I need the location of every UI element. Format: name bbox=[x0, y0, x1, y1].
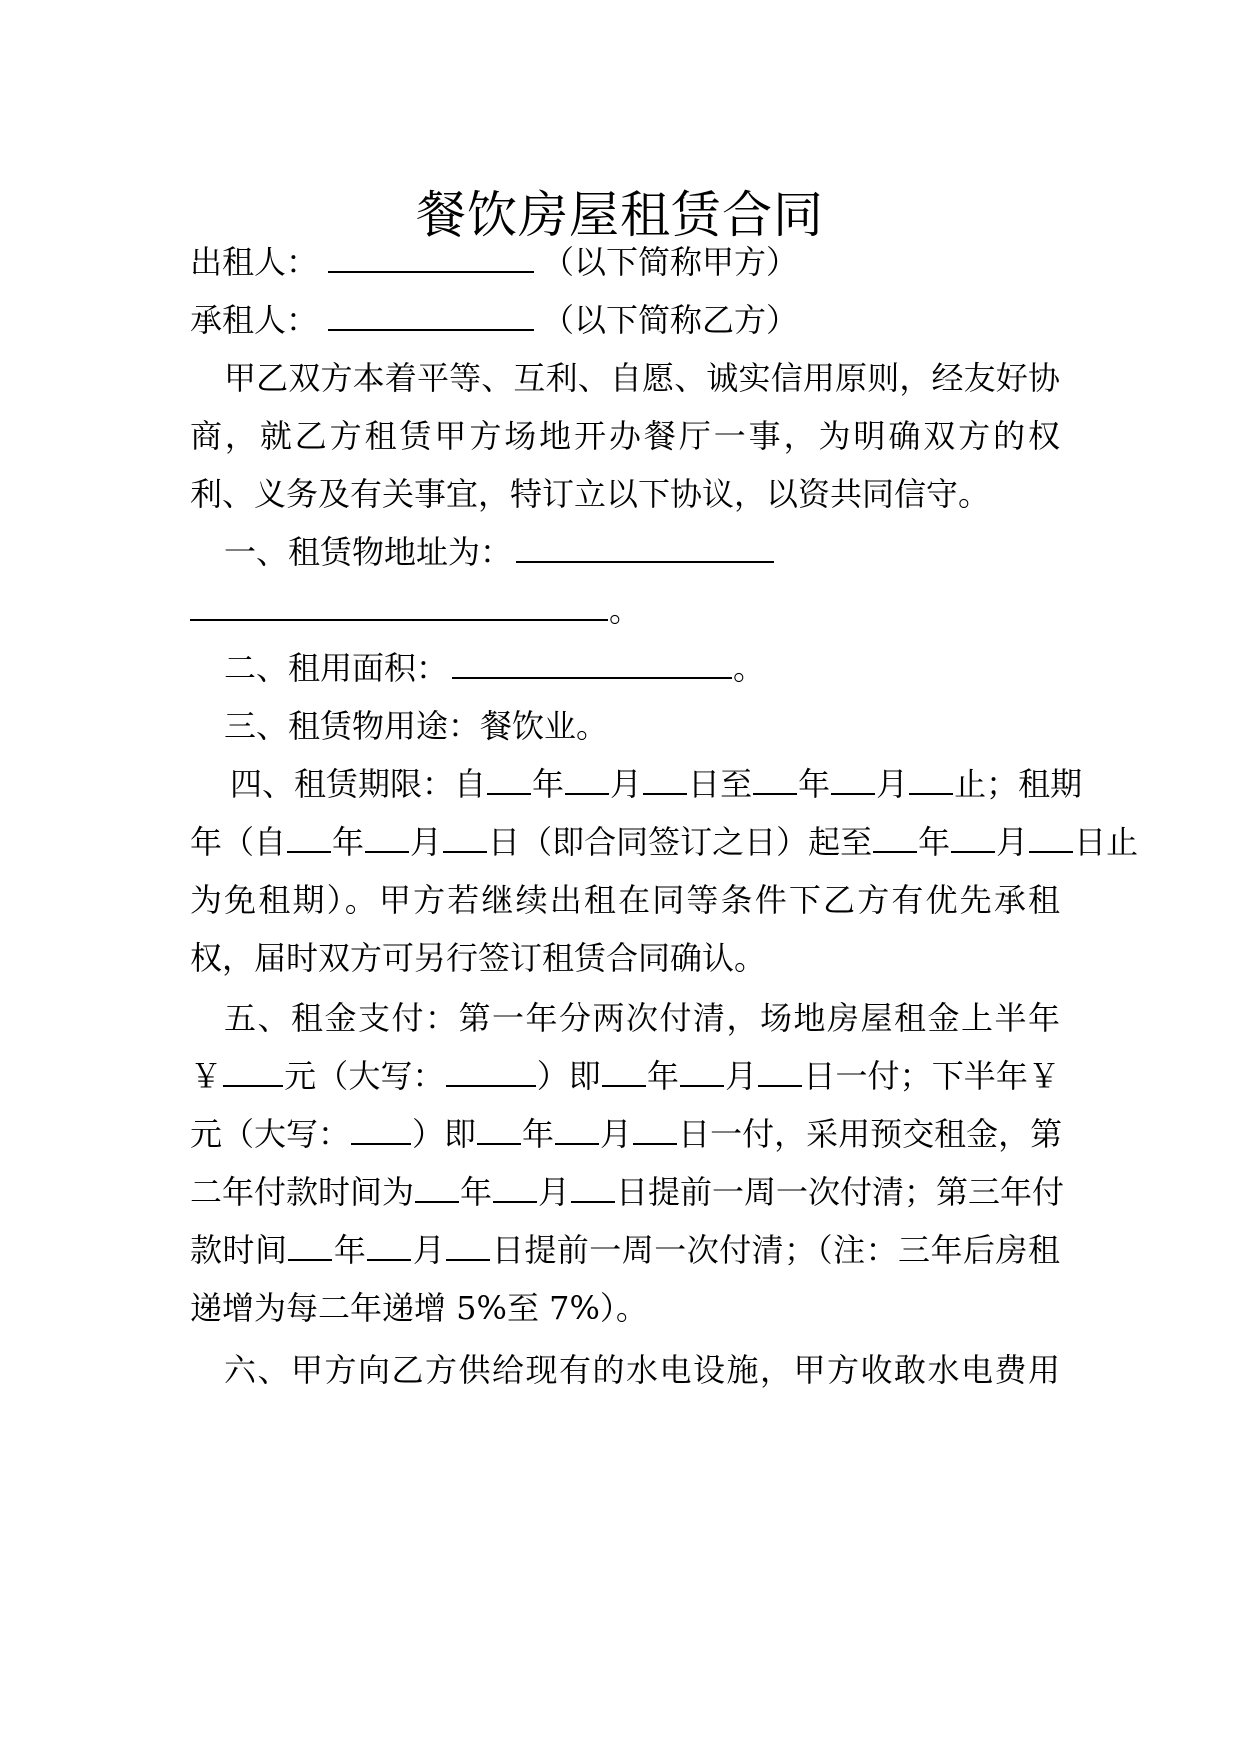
clause-5-text: 日提前一周一次付清；（注：三年后房租 bbox=[491, 1231, 1060, 1269]
lessor-line bbox=[190, 240, 1060, 284]
clause-5-text: 月 bbox=[600, 1115, 633, 1153]
clause-4-text: 止；租期 bbox=[954, 765, 1083, 803]
clause-4-line-3: 为免租期）。甲方若继续出租在同等条件下乙方有优先承租 bbox=[190, 881, 1060, 919]
clause-5-text: 日一付，采用预交租金，第 bbox=[678, 1115, 1063, 1153]
blank bbox=[446, 1229, 490, 1261]
clause-4-text: （即合同签订之日）起至 bbox=[520, 823, 873, 861]
blank bbox=[367, 1229, 411, 1261]
clause-5-text: 元（大写： bbox=[190, 1115, 351, 1153]
lessee-blank bbox=[328, 299, 534, 331]
blank bbox=[555, 1113, 599, 1145]
blank bbox=[758, 1055, 802, 1087]
clause-5-text: 元（大写： bbox=[284, 1057, 445, 1095]
clause-5-line-3 bbox=[190, 1112, 1063, 1156]
blank bbox=[680, 1055, 724, 1087]
clause-3-line: 三、租赁物用途：餐饮业。 bbox=[224, 707, 609, 745]
clause-4-text: 日 bbox=[1074, 823, 1107, 861]
blank bbox=[602, 1055, 646, 1087]
clause-4-text: 月 bbox=[996, 823, 1029, 861]
clause-4-line-1 bbox=[190, 762, 1083, 806]
clause-5-text: 款时间 bbox=[190, 1231, 288, 1269]
lessee-suffix: （以下简称乙方） bbox=[542, 301, 799, 339]
blank bbox=[873, 821, 917, 853]
blank bbox=[643, 763, 687, 795]
blank bbox=[223, 1055, 283, 1087]
clause-5-text: 月 bbox=[725, 1057, 758, 1095]
clause-4-text: 四、租赁期限：自 bbox=[230, 765, 487, 803]
document-title: 餐饮房屋租赁合同 bbox=[416, 186, 824, 244]
clause-4-text: 年 bbox=[532, 765, 565, 803]
blank bbox=[477, 1113, 521, 1145]
clause-4-text: 月 bbox=[876, 765, 909, 803]
area-blank bbox=[452, 647, 732, 679]
clause-2-line bbox=[190, 646, 1060, 690]
blank bbox=[288, 1229, 332, 1261]
blank bbox=[446, 1055, 536, 1087]
clause-5-text: 月 bbox=[412, 1231, 446, 1269]
clause-4-text: 日 bbox=[688, 765, 721, 803]
clause-5-line-5 bbox=[190, 1228, 1060, 1272]
clause-5-text: ）即 bbox=[536, 1057, 601, 1095]
clause-1-end: 。 bbox=[609, 591, 642, 629]
blank bbox=[951, 821, 995, 853]
lessor-label: 出租人： bbox=[190, 243, 319, 281]
blank bbox=[287, 821, 331, 853]
clause-4-text: 年 bbox=[918, 823, 951, 861]
clause-5-text: 年 bbox=[460, 1173, 493, 1211]
blank bbox=[1029, 821, 1073, 853]
intro-line-2: 商，就乙方租赁甲方场地开办餐厅一事，为明确双方的权 bbox=[190, 417, 1060, 455]
clause-5-text: ）即 bbox=[412, 1115, 477, 1153]
blank bbox=[909, 763, 953, 795]
clause-4-text: 月 bbox=[410, 823, 443, 861]
blank bbox=[831, 763, 875, 795]
clause-5-text: 日一付；下半年￥ bbox=[803, 1057, 1060, 1095]
clause-4-text: 年（自 bbox=[190, 823, 287, 861]
clause-5-line-4 bbox=[190, 1170, 1065, 1214]
clause-5-text: 日提前一周一次付清；第三年付 bbox=[616, 1173, 1065, 1211]
blank bbox=[443, 821, 487, 853]
clause-4-line-2 bbox=[190, 820, 1139, 864]
clause-4-text: 止 bbox=[1106, 823, 1139, 861]
yen-sign: ￥ bbox=[190, 1057, 223, 1095]
lessor-blank bbox=[328, 241, 534, 273]
clause-6-line-1: 六、甲方向乙方供给现有的水电设施，甲方收敢水电费用 bbox=[224, 1351, 1060, 1389]
clause-5-text: 年 bbox=[333, 1231, 367, 1269]
blank bbox=[571, 1171, 615, 1203]
clause-5-text: 二年付款时间为 bbox=[190, 1173, 415, 1211]
blank bbox=[415, 1171, 459, 1203]
lessee-line bbox=[190, 298, 1060, 342]
clause-4-text: 年 bbox=[332, 823, 365, 861]
lessor-suffix: （以下简称甲方） bbox=[542, 243, 799, 281]
clause-1-label: 一、租赁物地址为： bbox=[224, 533, 513, 571]
lessee-label: 承租人： bbox=[190, 301, 319, 339]
blank bbox=[487, 763, 531, 795]
blank bbox=[633, 1113, 677, 1145]
clause-1-line-2 bbox=[190, 588, 1060, 632]
clause-2-label: 二、租用面积： bbox=[224, 649, 449, 687]
address-blank-1 bbox=[516, 531, 774, 563]
clause-2-end: 。 bbox=[733, 649, 766, 687]
blank bbox=[493, 1171, 537, 1203]
clause-4-text: 至 bbox=[720, 765, 753, 803]
intro-line-3: 利、义务及有关事宜，特订立以下协议，以资共同信守。 bbox=[190, 475, 991, 513]
clause-5-line-2 bbox=[190, 1054, 1060, 1098]
blank bbox=[351, 1113, 411, 1145]
clause-4-text: 月 bbox=[610, 765, 643, 803]
clause-5-line-6: 递增为每二年递增 5%至 7%）。 bbox=[190, 1289, 648, 1327]
clause-4-text: 年 bbox=[798, 765, 831, 803]
blank bbox=[565, 763, 609, 795]
blank bbox=[753, 763, 797, 795]
clause-1-line-1 bbox=[190, 530, 1060, 574]
blank bbox=[365, 821, 409, 853]
clause-5-text: 月 bbox=[538, 1173, 571, 1211]
intro-line-1: 甲乙双方本着平等、互利、自愿、诚实信用原则，经友好协 bbox=[224, 359, 1060, 397]
clause-5-text: 年 bbox=[522, 1115, 555, 1153]
clause-4-line-4: 权，届时双方可另行签订租赁合同确认。 bbox=[190, 939, 767, 977]
address-blank-2 bbox=[190, 589, 608, 621]
clause-5-line-1: 五、租金支付：第一年分两次付清，场地房屋租金上半年 bbox=[224, 999, 1060, 1037]
clause-5-text: 年 bbox=[646, 1057, 680, 1095]
clause-4-text: 日 bbox=[488, 823, 521, 861]
